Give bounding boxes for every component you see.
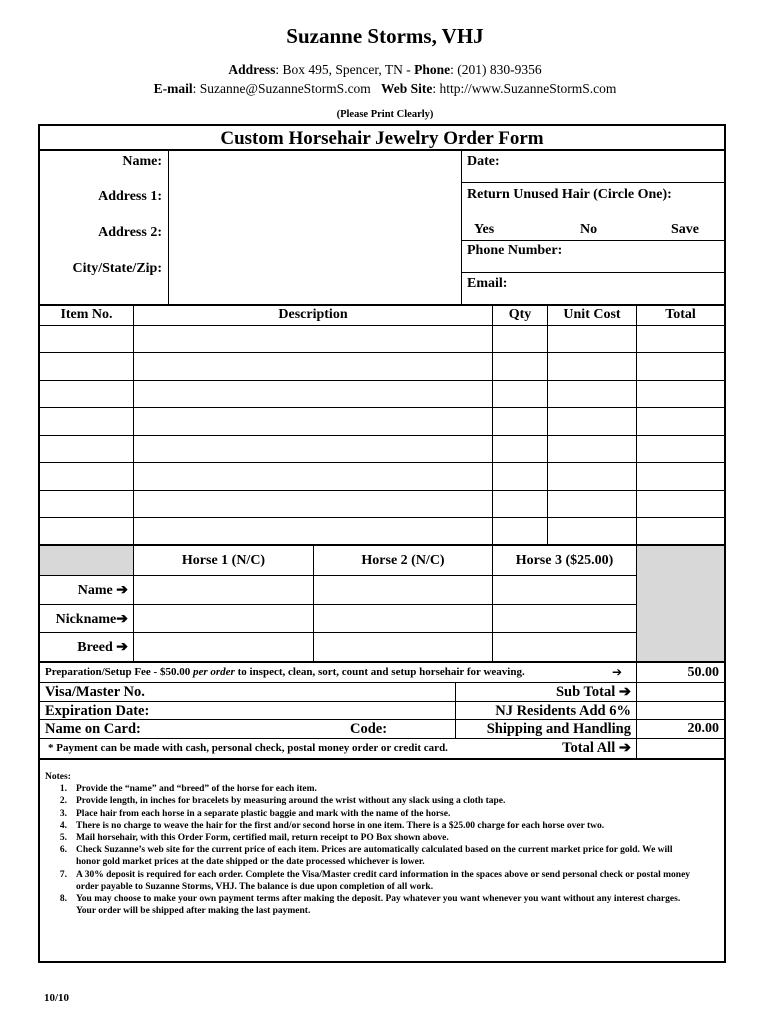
note-item: 4. There is no charge to weave the hair for the first and/or second horse in one item. There is a $25.00 charge for each horse over two. — [59, 820, 605, 831]
phone-number-label: Phone Number: — [467, 243, 563, 258]
expiration-label: Expiration Date: — [45, 703, 150, 719]
total-all-field[interactable] — [638, 740, 723, 757]
shipping-amount: 20.00 — [687, 721, 719, 736]
note-item: 2. Provide length, in inches for bracelets by measuring around the wrist without any slack using a cloth tape. — [59, 796, 506, 807]
customer-info-field[interactable] — [170, 152, 458, 302]
note-item: 5. Mail horsehair, with this Order Form, certified mail, return receipt to PO Box shown above. — [59, 833, 449, 844]
payment-note: * Payment can be made with cash, personal check, postal money order or credit card. — [48, 742, 448, 754]
phone-value: : (201) 830-9356 — [450, 62, 542, 77]
horse2-header: Horse 2 (N/C) — [361, 553, 445, 568]
shipping-label: Shipping and Handling — [486, 721, 631, 737]
company-title: Suzanne Storms, VHJ — [286, 24, 484, 48]
contact-line — [0, 81, 770, 97]
horse-name-label: Name ➔ — [77, 583, 128, 598]
city-state-zip-label: City/State/Zip: — [72, 261, 162, 276]
notes-heading: Notes: — [45, 772, 71, 782]
horse-header-shade — [40, 546, 133, 576]
nj-tax-label: NJ Residents Add 6% — [495, 703, 631, 719]
return-hair-label: Return Unused Hair (Circle One): — [467, 187, 672, 202]
address2-label: Address 2: — [98, 225, 162, 240]
email-value: : Suzanne@SuzanneStormS.com — [192, 81, 371, 96]
horse-breed-label: Breed ➔ — [77, 640, 128, 655]
address-line — [0, 62, 770, 78]
subtotal-tax-fields[interactable] — [638, 684, 723, 719]
horse-entry-fields[interactable] — [134, 577, 636, 661]
address1-label: Address 1: — [98, 189, 162, 204]
option-no[interactable]: No — [580, 222, 598, 237]
email-label: E-mail — [153, 81, 193, 96]
phone-label: Phone — [414, 62, 451, 77]
horse-side-shade — [637, 546, 724, 661]
phone-number-field[interactable] — [575, 241, 723, 271]
notes-section — [45, 771, 696, 917]
website-label: Web Site — [380, 81, 433, 96]
revision-code: 10/10 — [44, 992, 70, 1004]
note-item: 7. A 30% deposit is required for each order. Complete the Visa/Master credit card information in the spaces above or send personal check or postal money order payable to Suzanne Storms, VHJ. The balance is due upon completion of all work. — [59, 869, 691, 892]
note-item: 1. Provide the “name” and “breed” of the horse for each item. — [59, 784, 317, 795]
note-item: 8. You may choose to make your own payment terms after making the deposit. Pay whatever you want whenever you want without any interest charges. Your order will be shipped after making the last payment. — [59, 894, 681, 917]
code-label: Code: — [350, 721, 388, 737]
col-total: Total — [665, 307, 696, 322]
col-item-no: Item No. — [60, 307, 113, 322]
name-on-card-label: Name on Card: — [45, 721, 141, 737]
item-entry-rows[interactable] — [40, 327, 724, 544]
address-label: Address — [228, 62, 276, 77]
horse3-header: Horse 3 ($25.00) — [515, 553, 614, 568]
note-item: 6. Check Suzanne’s web site for the current price of each item. Prices are automatically calculated based on the current market price for gold. We will honor gold market prices at the date shipped or the date processed whichever is lower. — [59, 845, 673, 868]
email-field-label: Email: — [467, 276, 508, 291]
prep-fee-amount: 50.00 — [687, 665, 719, 680]
form-title: Custom Horsehair Jewelry Order Form — [220, 128, 544, 149]
option-yes[interactable]: Yes — [474, 222, 495, 237]
horse1-header: Horse 1 (N/C) — [181, 553, 266, 568]
website-value: : http://www.SuzanneStormS.com — [432, 81, 617, 96]
note-item: 3. Place hair from each horse in a separate plastic baggie and mark with the name of the horse. — [59, 808, 451, 819]
date-field[interactable] — [505, 152, 723, 182]
subtotal-label: Sub Total ➔ — [555, 684, 631, 700]
col-qty: Qty — [508, 307, 532, 322]
print-clearly-note: (Please Print Clearly) — [336, 109, 434, 120]
date-label: Date: — [467, 154, 500, 169]
col-unit-cost: Unit Cost — [563, 307, 621, 322]
name-label: Name: — [122, 154, 162, 169]
col-description: Description — [278, 307, 348, 322]
visa-master-label: Visa/Master No. — [45, 684, 145, 700]
prep-fee-text: Preparation/Setup Fee - $50.00 per order to inspect, clean, sort, count and setup horsehair for weaving. — [45, 666, 525, 678]
total-all-label: Total All ➔ — [562, 740, 631, 756]
prep-fee-arrow: ➔ — [612, 665, 623, 679]
email-field[interactable] — [515, 273, 723, 303]
option-save[interactable]: Save — [671, 222, 699, 237]
address-value: : Box 495, Spencer, TN - — [275, 62, 415, 77]
horse-nickname-label: Nickname➔ — [55, 612, 128, 627]
credit-card-fields[interactable] — [160, 684, 450, 737]
